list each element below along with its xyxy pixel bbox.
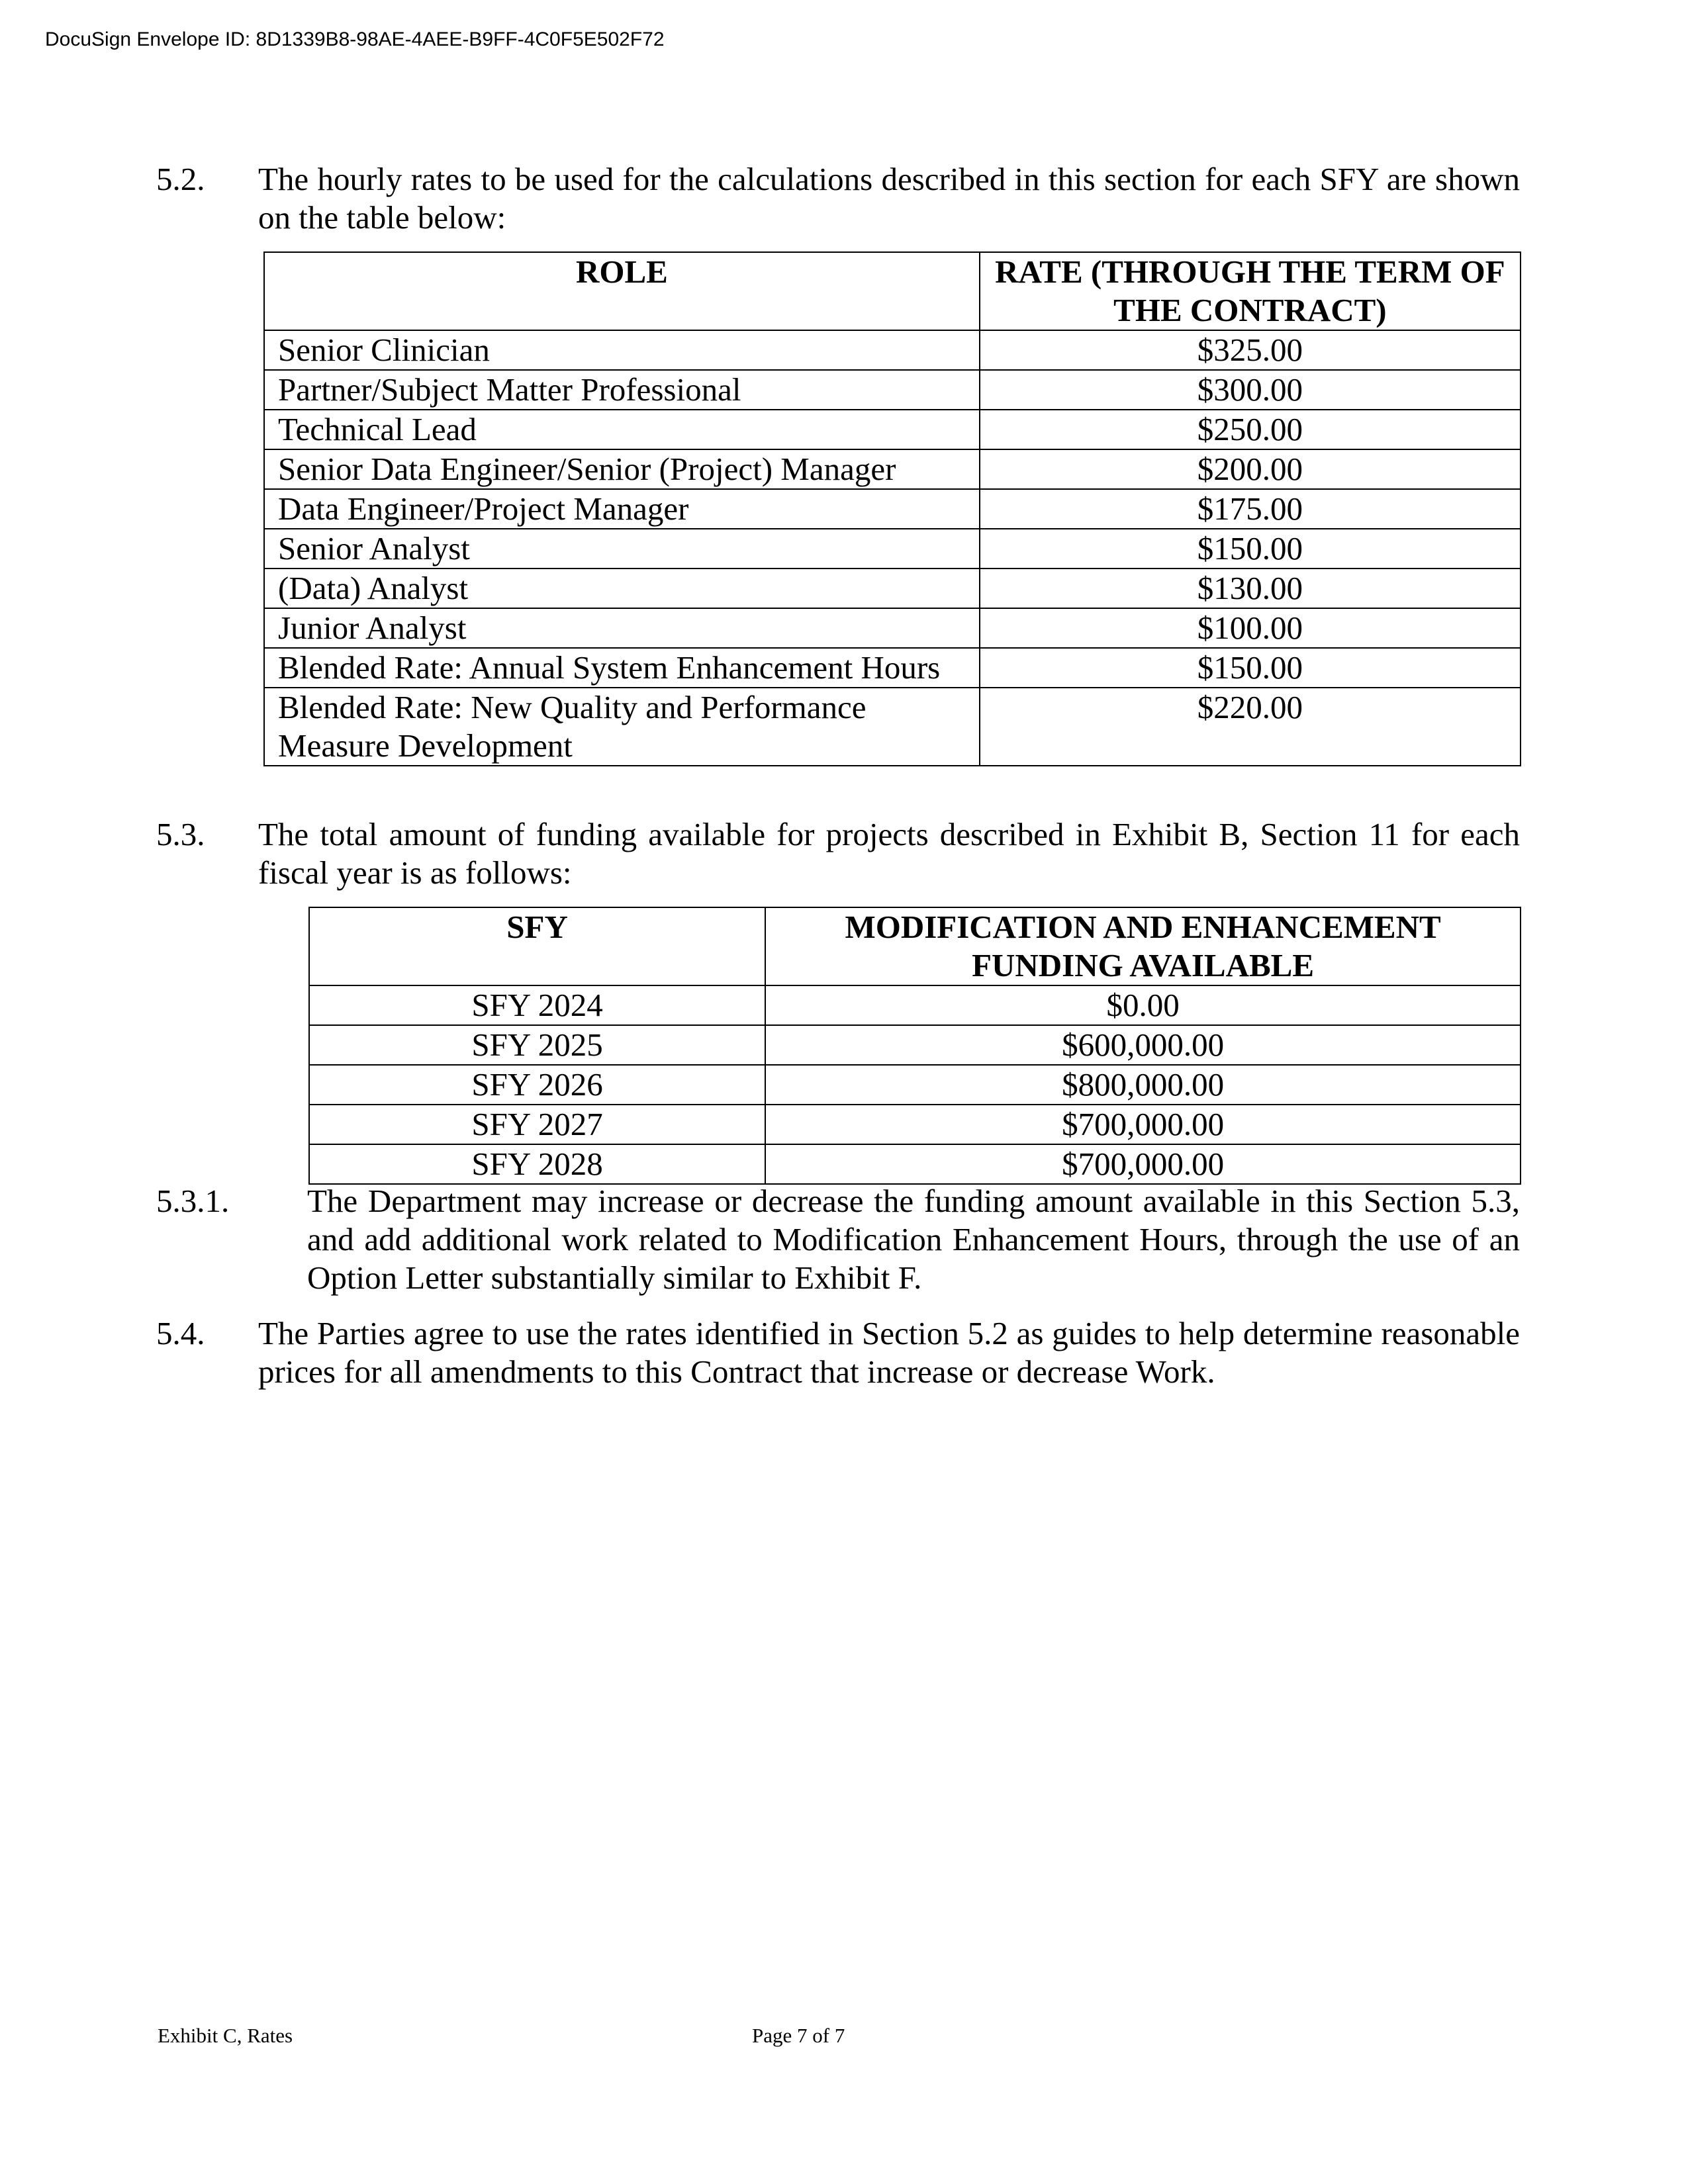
header-role: ROLE (264, 252, 980, 330)
rate-cell: $150.00 (980, 648, 1521, 688)
amount-cell: $700,000.00 (765, 1144, 1521, 1184)
table-row (264, 370, 1521, 410)
footer-page-number: Page 7 of 7 (752, 2024, 845, 2047)
amount-cell: $700,000.00 (765, 1105, 1521, 1144)
envelope-id: DocuSign Envelope ID: 8D1339B8-98AE-4AEE-B9FF-4C0F5E502F72 (45, 28, 665, 50)
sfy-cell: SFY 2024 (309, 985, 765, 1025)
amount-cell: $800,000.00 (765, 1065, 1521, 1105)
table-row (264, 648, 1521, 688)
rate-cell: $250.00 (980, 410, 1521, 449)
table-row (264, 410, 1521, 449)
funding-table-header (309, 907, 1521, 985)
rates-table-header (264, 252, 1521, 330)
amount-cell: $600,000.00 (765, 1025, 1521, 1065)
footer-exhibit-label: Exhibit C, Rates (158, 2024, 293, 2047)
table-row (264, 449, 1521, 489)
rate-cell: $300.00 (980, 370, 1521, 410)
table-row (264, 529, 1521, 569)
role-cell: Partner/Subject Matter Professional (264, 370, 980, 410)
rate-cell: $200.00 (980, 449, 1521, 489)
table-row (264, 489, 1521, 529)
role-cell: Blended Rate: New Quality and Performance Measure Development (264, 688, 980, 766)
role-cell: Senior Data Engineer/Senior (Project) Manager (264, 449, 980, 489)
table-row (309, 1144, 1521, 1184)
sfy-cell: SFY 2026 (309, 1065, 765, 1105)
section-text: The hourly rates to be used for the calculations described in this section for each SFY are shown on the table below: (258, 161, 1520, 236)
section-text: The total amount of funding available for projects described in Exhibit B, Section 11 for each fiscal year is as follows: (258, 816, 1520, 891)
sfy-cell: SFY 2027 (309, 1105, 765, 1144)
role-cell: Blended Rate: Annual System Enhancement Hours (264, 648, 980, 688)
table-row (309, 1025, 1521, 1065)
role-cell: Junior Analyst (264, 608, 980, 648)
section-number: 5.3.1. (156, 1183, 230, 1219)
role-cell: Data Engineer/Project Manager (264, 489, 980, 529)
sfy-cell: SFY 2025 (309, 1025, 765, 1065)
section-number: 5.4. (156, 1315, 205, 1351)
rate-cell: $175.00 (980, 489, 1521, 529)
table-row (264, 330, 1521, 370)
section-number: 5.3. (156, 816, 205, 852)
role-cell: Senior Clinician (264, 330, 980, 370)
role-cell: (Data) Analyst (264, 569, 980, 608)
funding-table (308, 907, 1521, 1185)
table-row (264, 608, 1521, 648)
amount-cell: $0.00 (765, 985, 1521, 1025)
sfy-cell: SFY 2028 (309, 1144, 765, 1184)
rate-cell: $130.00 (980, 569, 1521, 608)
table-row (264, 569, 1521, 608)
section-text: The Department may increase or decrease the funding amount available in this Section 5.3, and add additional work related to Modification Enhancement Hours, through the use of an Option Letter substantially similar to Exhibit F. (307, 1183, 1520, 1296)
role-cell: Senior Analyst (264, 529, 980, 569)
section-number: 5.2. (156, 161, 205, 197)
rate-cell: $150.00 (980, 529, 1521, 569)
rate-cell: $220.00 (980, 688, 1521, 766)
rate-cell: $100.00 (980, 608, 1521, 648)
role-cell: Technical Lead (264, 410, 980, 449)
header-rate: RATE (THROUGH THE TERM OF THE CONTRACT) (980, 252, 1521, 330)
rate-cell: $325.00 (980, 330, 1521, 370)
rates-table (263, 251, 1521, 766)
table-row (309, 1065, 1521, 1105)
section-text: The Parties agree to use the rates identified in Section 5.2 as guides to help determine reasonable prices for all amendments to this Contract that increase or decrease Work. (258, 1315, 1520, 1390)
table-row (264, 688, 1521, 766)
header-funding: MODIFICATION AND ENHANCEMENT FUNDING AVAILABLE (765, 907, 1521, 985)
table-row (309, 1105, 1521, 1144)
header-sfy: SFY (309, 907, 765, 985)
table-row (309, 985, 1521, 1025)
